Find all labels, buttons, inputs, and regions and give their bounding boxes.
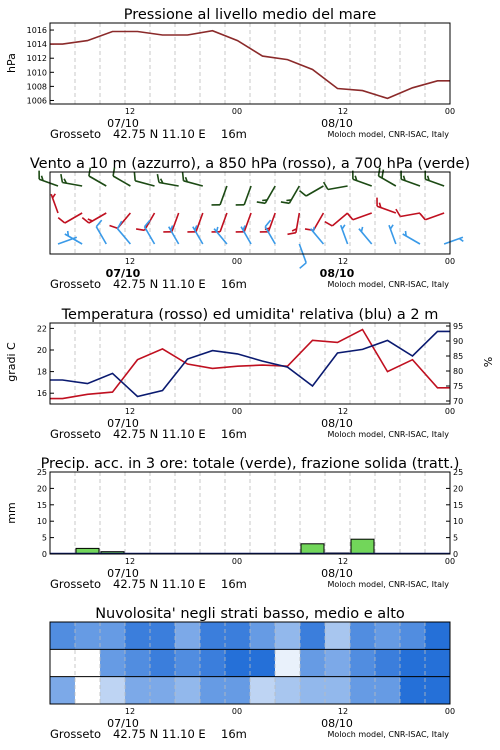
precip-chart-ytick-label: 15 — [36, 500, 47, 510]
pressure-chart-date-label: 07/10 — [107, 117, 139, 130]
cloud-cell-medio — [375, 649, 400, 676]
pressure-chart-ytick-label: 1010 — [26, 68, 47, 78]
cloud-cell-medio — [275, 649, 300, 676]
pressure-chart-title: Pressione al livello medio del mare — [123, 7, 377, 23]
wind-barb-700hpa — [257, 186, 275, 203]
precip-chart-elevation: 16m — [221, 577, 247, 591]
wind-chart-time-tick: 12 — [337, 257, 349, 266]
precip-bar — [351, 539, 374, 554]
wind-barb-700hpa — [353, 171, 372, 186]
pressure-chart-elevation: 16m — [221, 127, 247, 141]
cloud-chart-elevation: 16m — [221, 727, 247, 741]
wind-chart-time-tick: 12 — [124, 257, 136, 266]
wind-barb-10m — [65, 231, 82, 244]
precip-chart-ytick-label: 0 — [453, 550, 459, 559]
cloud-cell-alto — [75, 622, 100, 649]
pressure-chart-ylabel: hPa — [5, 53, 18, 73]
wind-barb-850hpa — [396, 209, 420, 216]
cloud-chart-time-tick: 12 — [124, 707, 136, 716]
wind-barb-700hpa — [134, 172, 154, 186]
cloud-chart-location: Grosseto — [50, 727, 102, 741]
pressure-chart-date-label: 08/10 — [321, 117, 353, 130]
cloud-chart-date-label: 07/10 — [107, 717, 139, 730]
precip-chart-ytick-label: 10 — [453, 517, 464, 527]
temp-humidity-chart-date-label: 07/10 — [107, 417, 139, 430]
wind-chart-time-tick: 00 — [444, 257, 456, 266]
cloud-cell-basso — [250, 677, 275, 704]
cloud-cell-medio — [300, 649, 325, 676]
cloud-cell-alto — [150, 622, 175, 649]
cloud-cell-alto — [300, 622, 325, 649]
cloud-cell-alto — [225, 622, 250, 649]
cloud-cell-medio — [400, 649, 425, 676]
temp-humidity-chart-ytick-label: 95 — [453, 322, 464, 331]
cloud-cell-basso — [50, 677, 75, 704]
cloud-cell-basso — [425, 677, 450, 704]
wind-barb-10m — [359, 227, 372, 244]
cloud-cell-basso — [375, 677, 400, 704]
temp-humidity-chart-time-tick: 00 — [444, 407, 456, 416]
temp-humidity-chart-time-tick: 00 — [231, 407, 243, 416]
cloud-chart-time-tick: 00 — [231, 707, 243, 716]
wind-barb-850hpa — [420, 213, 444, 220]
temp-humidity-chart-ytick-label: 16 — [36, 389, 47, 399]
cloud-cell-basso — [300, 677, 325, 704]
wind-chart-date-label: 07/10 — [105, 267, 141, 280]
cloud-cell-medio — [250, 649, 275, 676]
temp-humidity-chart-ytick-label: 22 — [36, 324, 47, 334]
wind-barb-700hpa — [425, 171, 444, 186]
cloud-chart-coords: 42.75 N 11.10 E — [113, 727, 206, 741]
cloud-cell-medio — [225, 649, 250, 676]
temp-humidity-chart-ytick-label: 70 — [453, 397, 464, 406]
wind-chart-credit: Moloch model, CNR-ISAC, Italy — [327, 280, 449, 289]
cloud-cell-alto — [50, 622, 75, 649]
wind-barb-850hpa — [288, 213, 300, 234]
cloud-cell-basso — [275, 677, 300, 704]
wind-barb-10m — [118, 221, 131, 244]
cloud-cell-medio — [75, 649, 100, 676]
precip-chart-ytick-label: 10 — [36, 517, 47, 527]
temp-humidity-chart-elevation: 16m — [221, 427, 247, 441]
cloud-cell-medio — [175, 649, 200, 676]
precip-chart-ytick-label: 20 — [36, 484, 47, 494]
precip-chart-ytick-label: 25 — [36, 468, 47, 477]
cloud-cell-medio — [50, 649, 75, 676]
pressure-chart-time-tick: 00 — [444, 107, 456, 116]
cloud-chart-credit: Moloch model, CNR-ISAC, Italy — [327, 730, 449, 739]
precip-chart-time-tick: 00 — [444, 557, 456, 566]
wind-barb-850hpa — [377, 198, 396, 213]
wind-barb-10m — [299, 244, 306, 268]
cloud-cell-medio — [125, 649, 150, 676]
wind-barb-850hpa — [347, 213, 371, 220]
precip-chart-title: Precip. acc. in 3 ore: totale (verde), frazione solida (tratt.) — [40, 456, 460, 472]
precip-chart-frame — [50, 472, 450, 554]
cloud-chart-time-tick: 00 — [444, 707, 456, 716]
wind-barb-850hpa — [51, 194, 58, 213]
precip-chart-time-tick: 12 — [337, 557, 349, 566]
precip-chart-ytick-label: 5 — [453, 533, 459, 543]
cloud-cell-basso — [125, 677, 150, 704]
pressure-chart-time-tick: 12 — [337, 107, 349, 116]
precip-chart-location: Grosseto — [50, 577, 102, 591]
wind-barb-10m — [403, 231, 420, 244]
precip-chart-ytick-label: 20 — [453, 484, 464, 494]
temp-humidity-chart-title: Temperatura (rosso) ed umidita' relativa (blu) a 2 m — [61, 307, 439, 323]
precip-chart-ytick-label: 0 — [41, 550, 47, 559]
temp-humidity-chart-ylabel: gradi C — [5, 342, 18, 382]
temp-humidity-chart-date-label: 08/10 — [321, 417, 353, 430]
temp-humidity-chart-ylabel: % — [482, 356, 495, 368]
cloud-cell-basso — [400, 677, 425, 704]
pressure-chart-ytick-label: 1006 — [26, 96, 47, 106]
cloud-cell-alto — [100, 622, 125, 649]
cloud-cell-basso — [350, 677, 375, 704]
temp-humidity-chart-ytick-label: 90 — [453, 337, 464, 346]
wind-barb-10m — [341, 225, 348, 244]
wind-barb-850hpa — [58, 213, 82, 223]
cloud-cell-medio — [325, 649, 350, 676]
precip-chart-ytick-label: 25 — [453, 468, 464, 477]
wind-chart-time-tick: 00 — [231, 257, 243, 266]
wind-barb-700hpa — [401, 171, 420, 186]
pressure-chart-ytick-label: 1012 — [26, 54, 47, 64]
wind-barb-700hpa — [324, 182, 348, 189]
pressure-chart-coords: 42.75 N 11.10 E — [113, 127, 206, 141]
pressure-chart-credit: Moloch model, CNR-ISAC, Italy — [327, 130, 449, 139]
wind-barb-850hpa — [260, 213, 275, 232]
temp-humidity-chart-ytick-label: 85 — [453, 352, 464, 361]
temp-humidity-chart-ytick-label: 80 — [453, 367, 464, 376]
wind-barb-700hpa — [236, 186, 251, 205]
wind-barb-850hpa — [82, 213, 106, 223]
precip-chart-coords: 42.75 N 11.10 E — [113, 577, 206, 591]
cloud-cell-alto — [175, 622, 200, 649]
pressure-chart-location: Grosseto — [50, 127, 102, 141]
cloud-chart-date-label: 08/10 — [321, 717, 353, 730]
precip-chart-ytick-label: 5 — [41, 533, 47, 543]
pressure-chart-frame — [50, 23, 450, 104]
temp-humidity-chart-ytick-label: 75 — [453, 382, 464, 391]
wind-barb-850hpa — [325, 213, 348, 226]
cloud-cell-alto — [250, 622, 275, 649]
cloud-cell-medio — [425, 649, 450, 676]
cloud-cell-basso — [225, 677, 250, 704]
precip-chart-time-tick: 12 — [124, 557, 136, 566]
wind-barb-10m — [58, 237, 77, 244]
cloud-cell-medio — [150, 649, 175, 676]
wind-barb-700hpa — [300, 186, 324, 196]
wind-barb-850hpa — [110, 213, 131, 228]
precip-chart-time-tick: 00 — [231, 557, 243, 566]
temp-humidity-chart-coords: 42.75 N 11.10 E — [113, 427, 206, 441]
pressure-chart-ytick-label: 1016 — [26, 26, 47, 36]
wind-barb-700hpa — [61, 174, 82, 186]
wind-chart-date-label: 08/10 — [319, 267, 355, 280]
wind-barb-10m — [444, 237, 463, 244]
wind-chart-title: Vento a 10 m (azzurro), a 850 hPa (rosso), a 700 hPa (verde) — [29, 156, 471, 172]
cloud-chart-time-tick: 12 — [337, 707, 349, 716]
pressure-chart-time-tick: 12 — [124, 107, 136, 116]
temp-humidity-chart-credit: Moloch model, CNR-ISAC, Italy — [327, 430, 449, 439]
wind-chart-location: Grosseto — [50, 277, 102, 291]
cloud-cell-alto — [125, 622, 150, 649]
temp-humidity-chart-ytick-label: 20 — [36, 346, 47, 355]
precip-chart-date-label: 08/10 — [321, 567, 353, 580]
precip-chart-date-label: 07/10 — [107, 567, 139, 580]
pressure-chart-time-tick: 00 — [231, 107, 243, 116]
cloud-cell-medio — [200, 649, 225, 676]
cloud-cell-alto — [275, 622, 300, 649]
cloud-cell-alto — [200, 622, 225, 649]
wind-barb-10m — [145, 220, 155, 244]
wind-barb-10m — [389, 225, 396, 244]
pressure-chart-ytick-label: 1014 — [26, 40, 47, 50]
wind-barb-700hpa — [157, 174, 178, 186]
wind-barb-700hpa — [39, 171, 58, 186]
cloud-cell-basso — [100, 677, 125, 704]
wind-chart-coords: 42.75 N 11.10 E — [113, 277, 206, 291]
cloud-cell-basso — [75, 677, 100, 704]
wind-barb-10m — [96, 220, 106, 244]
cloud-cell-alto — [325, 622, 350, 649]
wind-barb-700hpa — [281, 186, 299, 203]
precip-bar — [301, 544, 324, 554]
cloud-cell-alto — [425, 622, 450, 649]
cloud-cell-basso — [325, 677, 350, 704]
temp-humidity-chart-time-tick: 12 — [124, 407, 136, 416]
precip-chart-credit: Moloch model, CNR-ISAC, Italy — [327, 580, 449, 589]
precip-chart-ytick-label: 15 — [453, 500, 464, 510]
temp-humidity-chart-location: Grosseto — [50, 427, 102, 441]
pressure-chart-ytick-label: 1008 — [26, 82, 47, 92]
wind-chart-elevation: 16m — [221, 277, 247, 291]
cloud-cell-basso — [200, 677, 225, 704]
cloud-cell-medio — [350, 649, 375, 676]
cloud-cell-alto — [375, 622, 400, 649]
cloud-chart-title: Nuvolosita' negli strati basso, medio e alto — [95, 606, 405, 622]
cloud-cell-basso — [175, 677, 200, 704]
cloud-cell-alto — [400, 622, 425, 649]
temp-humidity-chart-time-tick: 12 — [337, 407, 349, 416]
cloud-cell-basso — [150, 677, 175, 704]
temp-humidity-chart-ytick-label: 18 — [36, 367, 47, 377]
cloud-cell-alto — [350, 622, 375, 649]
precip-chart-ylabel: mm — [5, 502, 18, 524]
cloud-cell-medio — [100, 649, 125, 676]
